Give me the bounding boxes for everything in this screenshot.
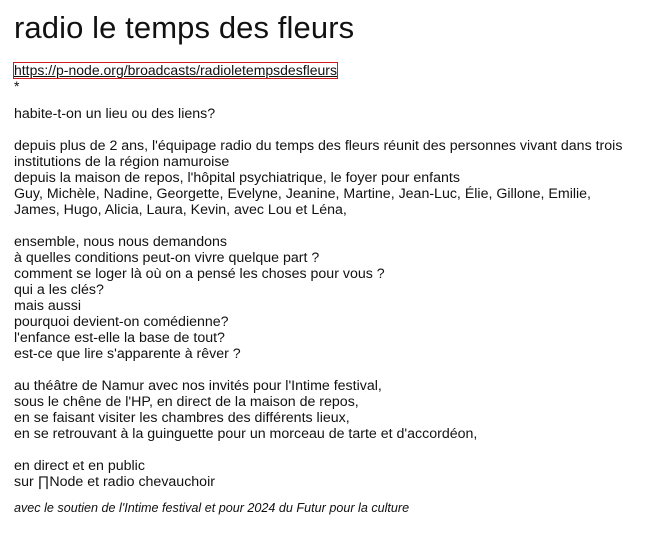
- asterisk-mark: *: [14, 78, 20, 94]
- questions-line: comment se loger là où on a pensé les choses pour vous ?: [14, 266, 385, 282]
- questions-line: pourquoi devient-on comédienne?: [14, 314, 229, 330]
- questions-line: l'enfance est-elle la base de tout?: [14, 330, 225, 346]
- live-paragraph: [14, 458, 664, 490]
- intro-paragraph: [14, 138, 664, 218]
- places-line: sous le chêne de l'HP, en direct de la maison de repos,: [14, 394, 359, 410]
- questions-line: qui a les clés?: [14, 282, 104, 298]
- questions-line: ensemble, nous nous demandons: [14, 234, 227, 250]
- broadcast-link[interactable]: https://p-node.org/broadcasts/radioletempsdesfleurs: [14, 62, 337, 78]
- places-paragraph: [14, 378, 664, 442]
- places-line: au théâtre de Namur avec nos invités pour l'Intime festival,: [14, 378, 382, 394]
- footer-credits: avec le soutien de l'Intime festival et pour 2024 du Futur pour la culture: [14, 501, 410, 515]
- intro-line: James, Hugo, Alicia, Laura, Kevin, avec Lou et Léna,: [14, 202, 347, 218]
- page-title: radio le temps des fleurs: [14, 10, 355, 45]
- intro-line: depuis la maison de repos, l'hôpital psychiatrique, le foyer pour enfants: [14, 170, 460, 186]
- intro-line: depuis plus de 2 ans, l'équipage radio du temps des fleurs réunit des personnes vivant dans trois: [14, 138, 623, 154]
- questions-line: à quelles conditions peut-on vivre quelque part ?: [14, 250, 320, 266]
- places-line: en se faisant visiter les chambres des différents lieux,: [14, 410, 350, 426]
- intro-line: Guy, Michèle, Nadine, Georgette, Evelyne, Jeanine, Martine, Jean-Luc, Élie, Gillone, Emilie,: [14, 186, 591, 202]
- questions-line: mais aussi: [14, 298, 82, 314]
- question-line: habite-t-on un lieu ou des liens?: [14, 106, 216, 122]
- intro-line: institutions de la région namuroise: [14, 154, 230, 170]
- live-line: sur ∏Node et radio chevauchoir: [14, 474, 215, 490]
- questions-line: est-ce que lire s'apparente à rêver ?: [14, 346, 241, 362]
- places-line: en se retrouvant à la guinguette pour un morceau de tarte et d'accordéon,: [14, 426, 478, 442]
- live-line: en direct et en public: [14, 458, 145, 474]
- page-content: [14, 10, 664, 516]
- questions-paragraph: [14, 234, 664, 362]
